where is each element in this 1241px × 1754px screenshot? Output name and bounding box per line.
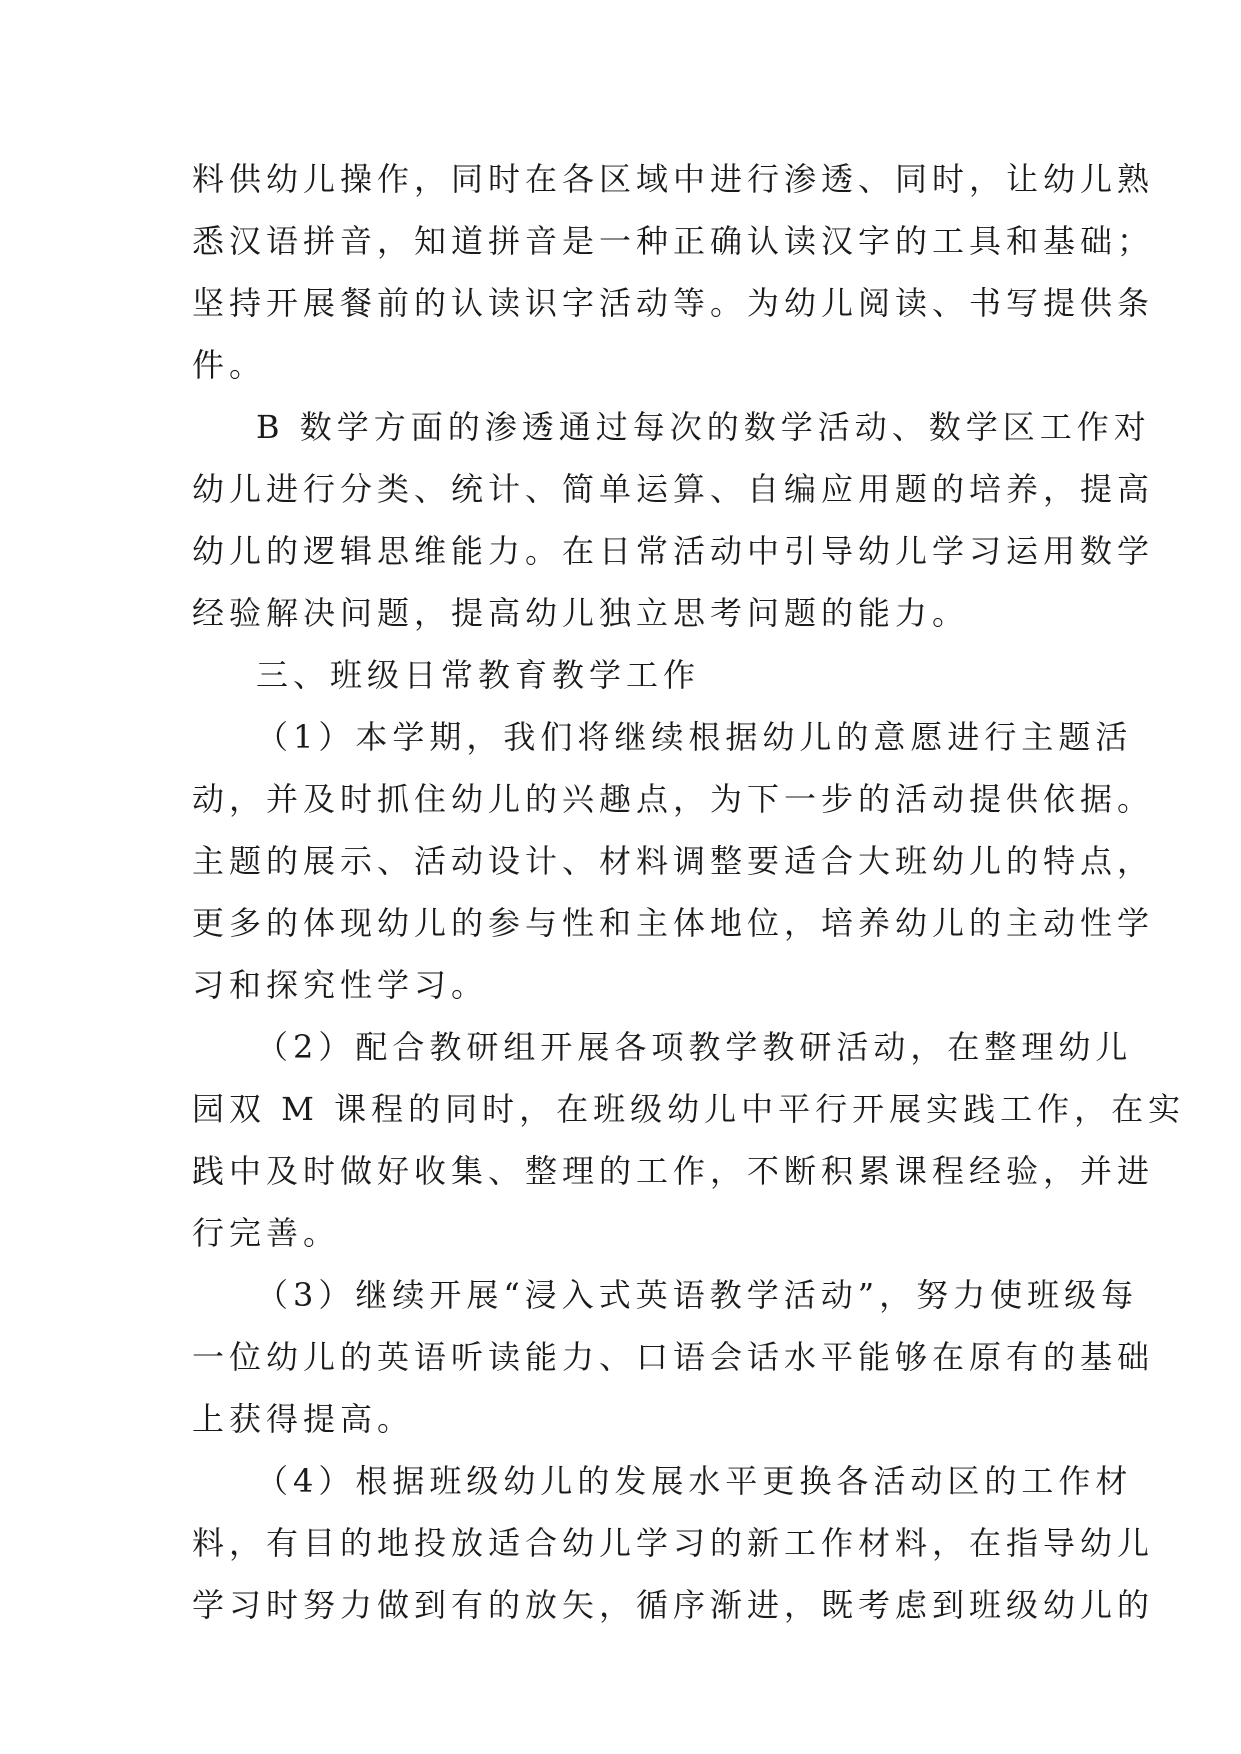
document-body: [192, 158, 1186, 1646]
section-heading: 三、班级日常教育教学工作: [256, 656, 701, 694]
text-line: 料，有目的地投放适合幼儿学习的新工作材料，在指导幼儿: [192, 1524, 1155, 1562]
paragraph-start-line: （1）本学期，我们将继续根据幼儿的意愿进行主题活: [256, 718, 1133, 756]
text-line: 行完善。: [192, 1214, 341, 1252]
text-line: 幼儿的逻辑思维能力。在日常活动中引导幼儿学习运用数学: [192, 532, 1155, 570]
text-line: 幼儿进行分类、统计、简单运算、自编应用题的培养，提高: [192, 470, 1155, 508]
text-line: 悉汉语拼音，知道拼音是一种正确认读汉字的工具和基础；: [192, 222, 1155, 260]
text-line: 主题的展示、活动设计、材料调整要适合大班幼儿的特点，: [192, 842, 1155, 880]
paragraph-start-line: （3）继续开展“浸入式英语教学活动”，努力使班级每: [256, 1276, 1139, 1314]
paragraph-start-line: （2）配合教研组开展各项教学教研活动，在整理幼儿: [256, 1028, 1133, 1066]
text-line: 件。: [192, 346, 267, 384]
text-line: 更多的体现幼儿的参与性和主体地位，培养幼儿的主动性学: [192, 904, 1155, 942]
paragraph-start-line: （4）根据班级幼儿的发展水平更换各活动区的工作材: [256, 1462, 1133, 1500]
paragraph-start-line: B 数学方面的渗透通过每次的数学活动、数学区工作对: [256, 408, 1151, 446]
text-line: 料供幼儿操作，同时在各区域中进行渗透、同时，让幼儿熟: [192, 160, 1155, 198]
text-line: 习和探究性学习。: [192, 966, 489, 1004]
text-line: 践中及时做好收集、整理的工作，不断积累课程经验，并进: [192, 1152, 1155, 1190]
text-line: 动，并及时抓住幼儿的兴趣点，为下一步的活动提供依据。: [192, 780, 1155, 818]
text-line: 上获得提高。: [192, 1400, 415, 1438]
text-line: 坚持开展餐前的认读识字活动等。为幼儿阅读、书写提供条: [192, 284, 1155, 322]
text-line: 一位幼儿的英语听读能力、口语会话水平能够在原有的基础: [192, 1338, 1155, 1376]
text-line: 经验解决问题，提高幼儿独立思考问题的能力。: [192, 594, 970, 632]
text-line: 园双 M 课程的同时，在班级幼儿中平行开展实践工作，在实: [192, 1090, 1186, 1128]
text-line: 学习时努力做到有的放矢，循序渐进，既考虑到班级幼儿的: [192, 1586, 1155, 1624]
